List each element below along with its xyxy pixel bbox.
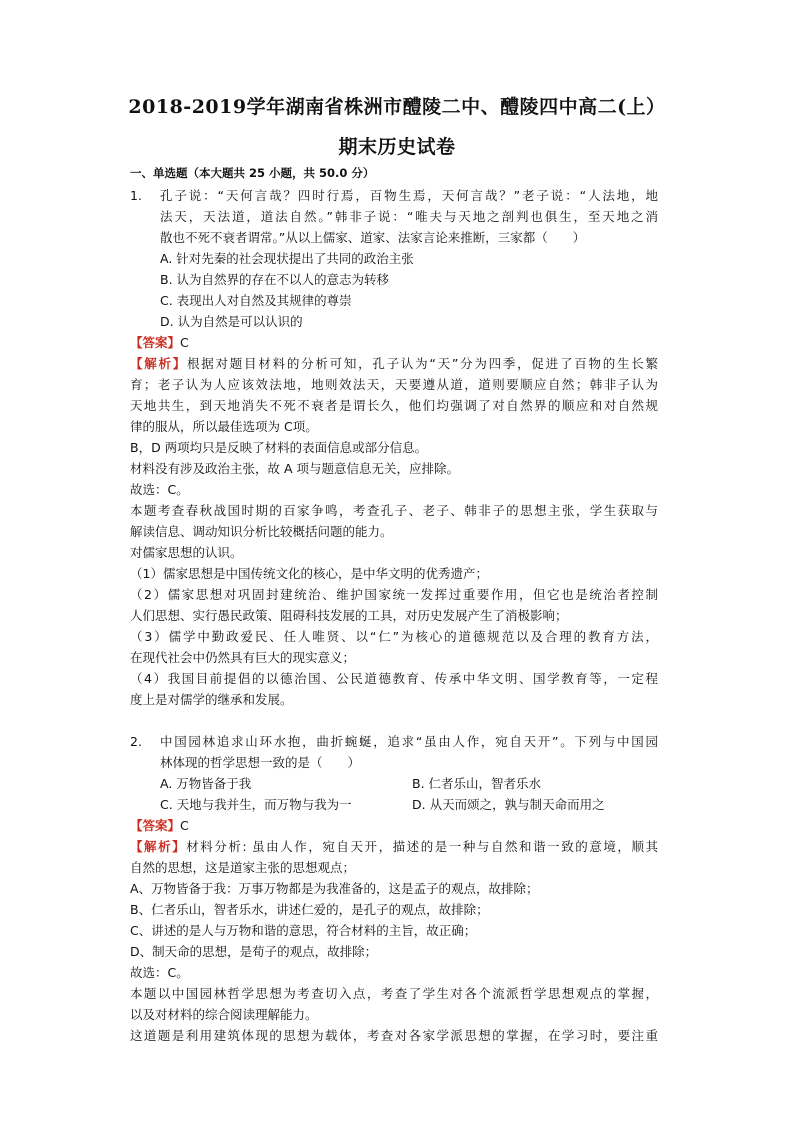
- analysis-tag: 【解析】: [130, 839, 187, 854]
- question-1-analysis-line: 度上是对儒学的继承和发展。: [130, 692, 293, 707]
- question-2-analysis-line: 以及对材料的综合阅读理解能力。: [130, 1007, 318, 1022]
- question-2-option-b: B. 仁者乐山，智者乐水: [412, 776, 542, 791]
- question-2-analysis-line: B、仁者乐山，智者乐水，讲述仁爱的，是孔子的观点，故排除；: [130, 902, 489, 917]
- question-2-stem-line: 中国园林追求山环水抱，曲折蜿蜒，追求“虽由人作，宛自天开”。下列与中国园: [160, 734, 658, 749]
- question-1-analysis-line: 解读信息、调动知识分析比较概括问题的能力。: [130, 524, 393, 539]
- question-1-analysis-line: （3）儒学中勤政爱民、任人唯贤、以“仁”为核心的道德规范以及合理的教育方法，: [130, 629, 658, 644]
- question-1-analysis-line: 材料没有涉及政治主张，故 A 项与题意信息无关，应排除。: [130, 461, 459, 476]
- question-2-analysis-line: 【解析】材料分析: 虽由人作，宛自天开，描述的是一种与自然和谐一致的意境，顺其: [130, 839, 658, 854]
- exam-title-line-2: 期末历史试卷: [338, 136, 456, 158]
- question-1-analysis-line: （4）我国目前提倡的以德治国、公民道德教育、传承中华文明、国学教育等，一定程: [130, 671, 658, 686]
- question-1-analysis-line: 在现代社会中仍然具有巨大的现实意义；: [130, 650, 356, 665]
- question-1-analysis-line: （1）儒家思想是中国传统文化的核心，是中华文明的优秀遗产；: [130, 566, 488, 581]
- question-2-option-c: C. 天地与我并生，而万物与我为一: [160, 797, 352, 812]
- question-2-answer: [130, 817, 189, 835]
- question-2-analysis-line: A、万物皆备于我：万事万物都是为我准备的，这是孟子的观点，故排除；: [130, 881, 539, 896]
- question-1-analysis-line: 律的服从，所以最佳选项为 C项。: [130, 419, 318, 434]
- question-1-number: 1.: [130, 188, 142, 203]
- question-1-option-a: A. 针对先秦的社会现状提出了共同的政治主张: [160, 251, 414, 266]
- question-1-option-b: B. 认为自然界的存在不以人的意志为转移: [160, 272, 390, 287]
- section-header: 一、单选题（本大题共 25 小题，共 50.0 分）: [130, 166, 375, 180]
- question-1-answer: [130, 334, 189, 352]
- question-2-option-d: D. 从天而颂之，孰与制天命而用之: [412, 797, 605, 812]
- question-2-analysis-line: D、制天命的思想，是荀子的观点，故排除；: [130, 944, 378, 959]
- question-1-analysis-line: （2）儒家思想对巩固封建统治、维护国家统一发挥过重要作用，但它也是统治者控制: [130, 587, 658, 602]
- question-2-analysis-line: 本题以中国园林哲学思想为考查切入点，考查了学生对各个流派哲学思想观点的掌握，: [130, 986, 658, 1001]
- question-2-analysis-line: 自然的思想，这是道家主张的思想观点；: [130, 860, 356, 875]
- answer-value: C: [180, 818, 189, 833]
- question-1-analysis-line: B，D 两项均只是反映了材料的表面信息或部分信息。: [130, 440, 428, 455]
- question-1-option-c: C. 表现出人对自然及其规律的尊崇: [160, 293, 352, 308]
- answer-tag: 【答案】: [130, 335, 181, 350]
- question-1-stem-line: 孔子说：“天何言哉？四时行焉，百物生焉，天何言哉？”老子说：“人法地，地: [160, 188, 658, 203]
- question-1-analysis-line: 人们思想、实行愚民政策、阻碍科技发展的工具，对历史发展产生了消极影响；: [130, 608, 568, 623]
- question-2-number: 2.: [130, 734, 142, 749]
- question-1-analysis-line: 育；老子认为人应该效法地，地则效法天，天要遵从道，道则要顺应自然；韩非子认为: [130, 377, 658, 392]
- question-2-stem-line: 林体现的哲学思想一致的是（ ）: [160, 755, 361, 770]
- question-1-analysis-line: 本题考查春秋战国时期的百家争鸣，考查孔子、老子、韩非子的思想主张，学生获取与: [130, 503, 658, 518]
- question-2-analysis-line: 这道题是利用建筑体现的思想为载体，考查对各家学派思想的掌握，在学习时，要注重: [130, 1028, 658, 1043]
- question-1-stem-line: 散也不死不衰者谓常。”从以上儒家、道家、法家言论来推断，三家都（ ）: [160, 230, 586, 245]
- analysis-tag: 【解析】: [130, 356, 188, 371]
- question-1-analysis-line: 对儒家思想的认识。: [130, 545, 243, 560]
- question-2-analysis-line: 故选：C。: [130, 965, 189, 980]
- question-2-analysis-line: C、讲述的是人与万物和谐的意思，符合材料的主旨，故正确；: [130, 923, 477, 938]
- answer-value: C: [180, 335, 189, 350]
- question-1-stem-line: 法天，天法道，道法自然。”韩非子说：“唯夫与天地之剖判也俱生，至天地之消: [160, 209, 658, 224]
- question-1-analysis-line: 【解析】根据对题目材料的分析可知，孔子认为“天”分为四季，促进了百物的生长繁: [130, 356, 658, 371]
- question-1-option-d: D. 认为自然是可以认识的: [160, 314, 303, 329]
- exam-title-line-1: 2018-2019学年湖南省株洲市醴陵二中、醴陵四中高二(上）: [128, 96, 666, 118]
- question-1-analysis-line: 故选：C。: [130, 482, 189, 497]
- question-1-analysis-line: 天地共生，到天地消失不死不衰者是谓长久，他们均强调了对自然界的顺应和对自然规: [130, 398, 658, 413]
- answer-tag: 【答案】: [130, 818, 181, 833]
- question-2-option-a: A. 万物皆备于我: [160, 776, 252, 791]
